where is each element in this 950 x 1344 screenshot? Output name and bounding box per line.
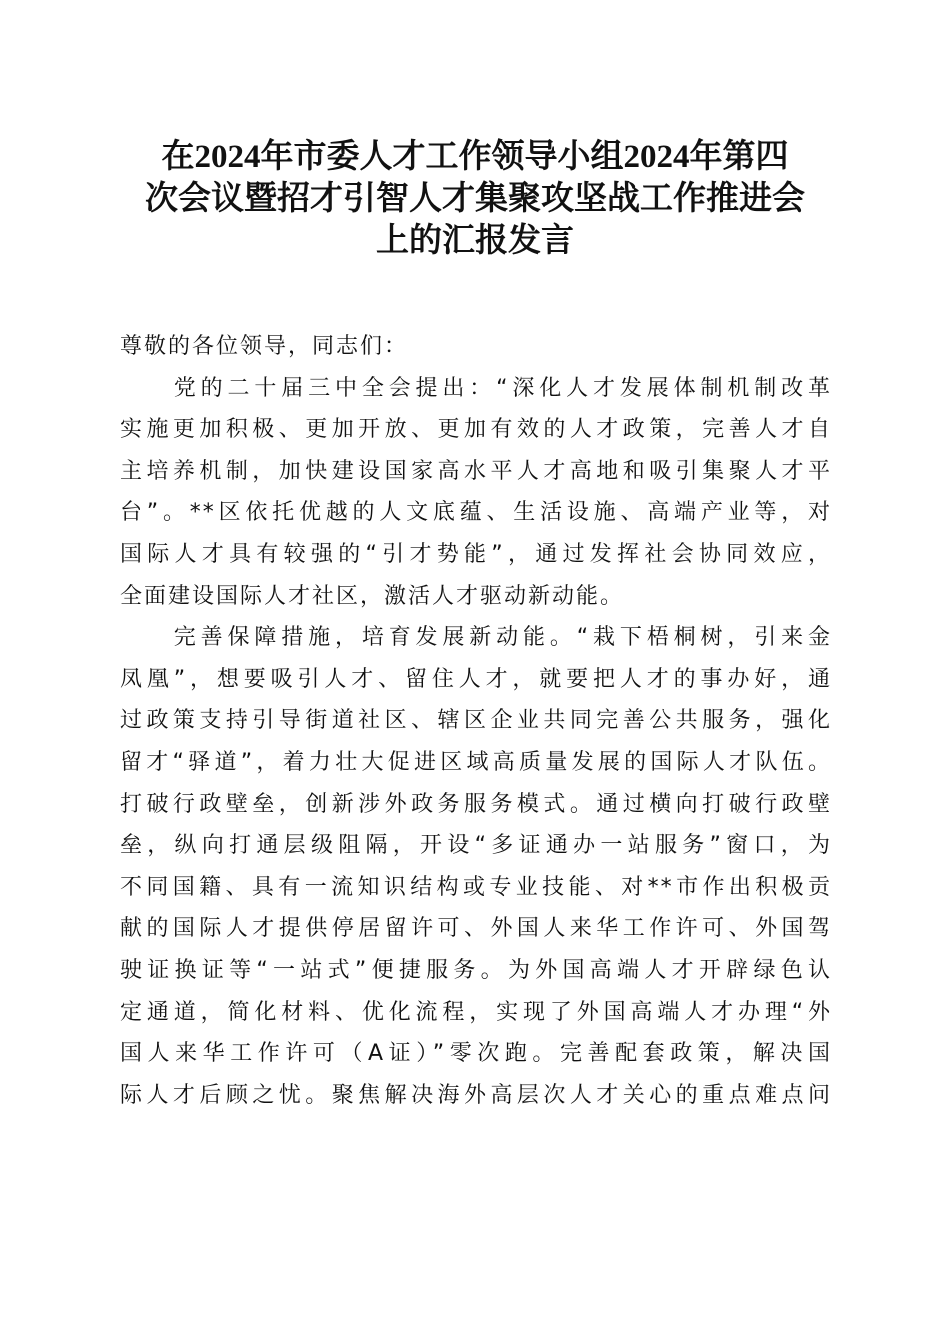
text-line: 主培养机制，加快建设国家高水平人才高地和吸引集聚人才平 [120, 458, 832, 484]
salutation: 尊敬的各位领导，同志们： [120, 334, 409, 359]
text-line: 完善保障措施，培育发展新动能。“栽下梧桐树，引来金 [120, 625, 832, 651]
title-line: 次会议暨招才引智人才集聚攻坚战工作推进会 [145, 181, 805, 217]
text-line: 驶证换证等“一站式”便捷服务。为外国高端人才开辟绿色认 [120, 957, 832, 983]
paragraph-1 [120, 368, 832, 618]
paragraph-2 [120, 617, 832, 1116]
text-line: 国际人才具有较强的“引才势能”，通过发挥社会协同效应， [120, 541, 832, 567]
document-body [120, 326, 832, 1116]
text-line: 留才“驿道”，着力壮大促进区域高质量发展的国际人才队伍。 [120, 749, 832, 775]
text-line: 献的国际人才提供停居留许可、外国人来华工作许可、外国驾 [120, 916, 832, 942]
text-line: 党的二十届三中全会提出：“深化人才发展体制机制改革 [120, 375, 832, 401]
text-line: 际人才后顾之忧。聚焦解决海外高层次人才关心的重点难点问 [120, 1082, 832, 1108]
text-line: 凤凰”，想要吸引人才、留住人才，就要把人才的事办好，通 [120, 666, 832, 692]
text-line: 过政策支持引导街道社区、辖区企业共同完善公共服务，强化 [120, 708, 832, 734]
text-line: 台”。**区依托优越的人文底蕴、生活设施、高端产业等，对 [120, 500, 832, 526]
title-line: 上的汇报发言 [376, 223, 574, 259]
text-line: 实施更加积极、更加开放、更加有效的人才政策，完善人才自 [120, 417, 832, 443]
text-line: 垒，纵向打通层级阻隔，开设“多证通办一站服务”窗口，为 [120, 833, 832, 859]
text-line: 定通道，简化材料、优化流程，实现了外国高端人才办理“外 [120, 999, 832, 1025]
document-title [110, 136, 840, 262]
text-line: 国人来华工作许可（A证）”零次跑。完善配套政策，解决国 [120, 1041, 832, 1067]
text-line: 全面建设国际人才社区，激活人才驱动新动能。 [120, 583, 625, 609]
text-line: 打破行政壁垒，创新涉外政务服务模式。通过横向打破行政壁 [120, 791, 832, 817]
title-line: 在2024年市委人才工作领导小组2024年第四 [161, 139, 789, 175]
text-line: 不同国籍、具有一流知识结构或专业技能、对**市作出积极贡 [120, 874, 832, 900]
